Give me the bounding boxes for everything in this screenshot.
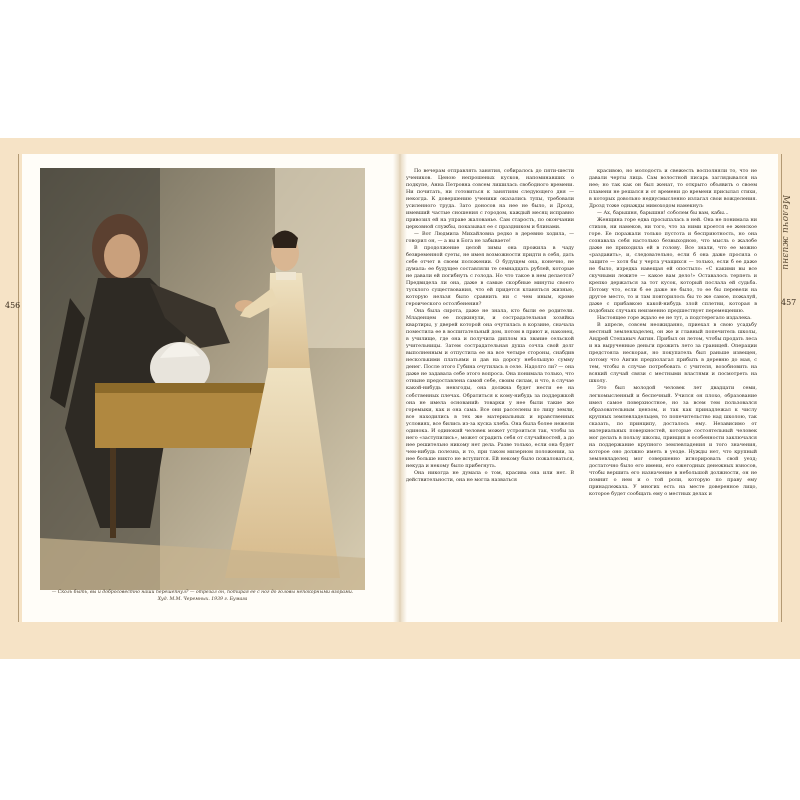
illustration-caption <box>40 590 365 604</box>
caption-text: — Сколь быть, вы и добросовестно наши перешепнул? — отрезал он, потирая ее с ног до головы непокорными взорами. <box>51 590 354 595</box>
left-page-number: 456 <box>5 301 21 310</box>
left-margin-rule <box>18 154 19 622</box>
paragraph: Она была сирота, даже не знала, кто были ее родители. Младенцем ее подкинули, и сострадательная хозяйка квартиры, у дверей которой она очутилась в корзине, сначала поместила ее в воспитательный дом, потом в приют и, наконец, в училище, где она и получила диплом на звание сельской учительницы. Затем сострадательная душа сочла свой долг выполненным и отпустила ее на все четыре стороны, снабдив несколькими платьями и дав на дорогу небольшую сумму денег. После этого Губина очутилась в селе. Надолго ли? — она даже не задавала себе этого вопроса. Она понимала только, что отныне предоставлена самой себе, своим силам, и что, в случае какой-нибудь невзгоды, она должна будет нести ее на собственных плечах. Обратиться к кому-нибудь за поддержкой она не имела оснований: товарки у нее были такие же горемыки, как и она сама. Все они расселены по лицу земли, все находились в тех же материальных и нравственных условиях, все бились из-за куска хлеба. Она была более нежели одинока. И одинокий человек может устроиться так, чтобы за него «заступились», может оградить себя от случайностей, а до нее решительно никому нет дела. Разве только, если она будет чем-нибудь полезна, и то, при таком мизерном положении, за нее больше никто не вступится. Ей некому было пожаловаться, некуда и некому было прибегнуть. <box>406 308 574 469</box>
paragraph: Она никогда не думала о том, красива она или нет. В действительности, она не могла назваться <box>406 469 574 483</box>
paragraph: красивою, но молодость и свежесть восполняли то, что не давали черты лица. Сам волостной писарь заглядывался на нее; но так как он был женат, то открыто объявить о своем пламени не решался и от времени до времени присылал стихи, в которых довольно недвусмысленно излагал свои вожделения. Дрозд тоже однажды мимоходом намекнул: <box>589 168 757 210</box>
right-running-head: Мелочи жизни <box>780 195 790 271</box>
paragraph: — Вот Людмила Михайловна редко в деревню ходила, — говорил он, — а вы в Бога не забываете! <box>406 231 574 245</box>
paragraph: Женщина горе едва просыпалась в ней. Она не понимала ни стихов, ни намеков, ни того, что за ними кроется ее женское горе. Ее поражали только пустота и бесприютность, но она сознавала себя настолько безвыходною, что мысль о жалобе даже не приходила ей в голову. Все знали, что ее можно «раздавить», и, следовательно, если б она даже просила о защите — хотя бы у черта учащихся — только, если б ее даже не было, изредка навещая ей опостыло: «С какими вы все скучными лежите — какое вам дело!» Оставалось терпеть и крепко держаться за тот кусок, который послала ей судьба. Потому что, если б ее даже не было, то ее бы перевели на другое место, то и там повторилось бы то же самое, пожалуй, даже с прибавкою какой-нибудь злой сплетни, которая в подобных случаях неизменно предшествует перемещению. <box>589 217 757 315</box>
text-column-2 <box>589 168 757 498</box>
illustration-drawing <box>40 168 365 590</box>
paragraph: В продолжение целой зимы она прожила в чаду безвременной суеты, не имея возможности придти в себя, дать себе отчет в своем положении. О будущем она, конечно, не думала: ее будущее составляли те семнадцать рублей, которые не давали ей погибнуть с голода. Но что такое в нем делается? Предвидела ли она, даже в самые скорбные минуты своего тусклого существования, что ей придется кланяться жизнью, которую нельзя было сравнить ни с чем иным, кроме героического остолбенения? <box>406 245 574 308</box>
paragraph: Настоящее горе ждало ее не тут, а подстерегало издалека. <box>597 315 752 322</box>
illustration <box>40 168 365 590</box>
right-page-number: 457 <box>781 298 797 307</box>
paragraph: В апреле, совсем неожиданно, приехал в свою усадьбу местный землевладелец, он же и главный попечитель школы, Андрей Степаныч Аигин. Прибыл он летом, чтобы продать леса и на вырученные деньги прожить лето за границей. Операции предстояла нескорая, но покупатель был раньше извещен, потому что Аигин предполагал прибыть в деревню до мая, с тем, чтобы в случае потребовать с учителя, возобновить на всякий случай связи с местными властями и посмотреть на школу. <box>589 322 757 385</box>
paragraph: По вечерам отправлять занятия, собиралось до пяти-шести учеников. Ценою непрошеных кусков, напоминавших о подкупе, Анна Петровна совсем лишилась свободного времени. Ни почитать, ни готовиться к занятиям следующего дня — некогда. К довершению ученики оказались тупы, требовали усиленного труда. Зато доносов на нее не было, и Дрозд, имевший частые сношения с городом, каждый месяц исправно привозил ей на управе жалованье. Сам старость, по окончании церковной службы, показывал ее с праздником и блинами. <box>406 168 574 231</box>
paragraph: Это был молодой человек лет двадцати семи, легкомысленный и беспечный. Учился он плохо, образование имел самое поверхностное, но за всем тем пользовался образовательным цензом, и так как принадлежал к числу крупных землевладельцев, то попечительство над школою, так сказать, по принципу, досталось ему. Независимо от материальных поверхностей, которые состоятельный человек мог делать в пользу школы, принцип в особенности заключался на поддержание крупного землевладения и того значения, которое оно должно иметь в уезде. Нужды нет, что крупный землевладелец мог совершенно игнорировать свой уезд; достаточно было его имени, его ежегодных денежных взносов, чтобы вершить его назначение в небольшой должности, он не помнит о нем и о той роли, которую по праву ему принадлежала. У многих есть на месте доверенное лицо, которое будет сообщать ему о местных делах и <box>589 385 757 497</box>
book-gutter <box>393 154 407 622</box>
paragraph: — Ах, барышня, барышня! соболем бы вам, кабы... <box>597 210 729 217</box>
text-column-1 <box>406 168 574 484</box>
caption-credit: Худ. М.М. Черемных. 1939 г. Бумага <box>157 596 248 602</box>
